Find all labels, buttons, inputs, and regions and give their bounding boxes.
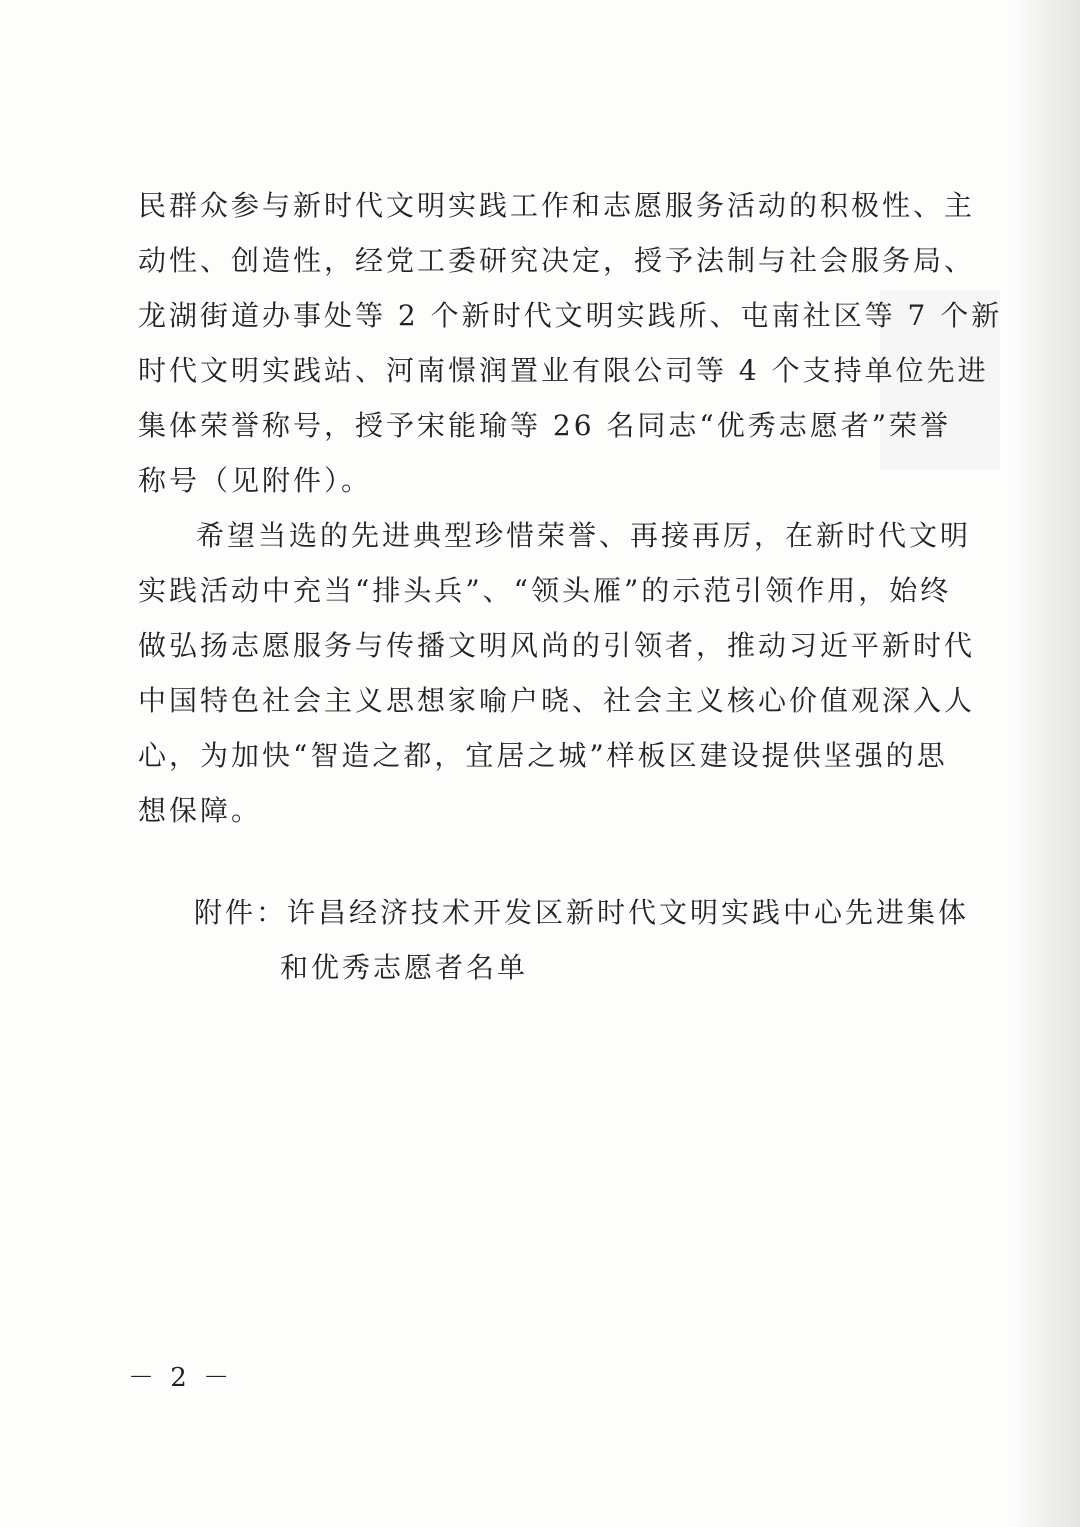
paragraph-line: 集体荣誉称号，授予宋能瑜等 26 名同志“优秀志愿者”荣誉: [138, 409, 952, 442]
page-number: － 2 －: [128, 1363, 234, 1393]
paragraph-line: 中国特色社会主义思想家喻户晓、社会主义核心价值观深入人: [138, 684, 976, 717]
paragraph-line: 心，为加快“智造之都，宜居之城”样板区建设提供坚强的思: [138, 739, 948, 772]
paragraph-line: 想保障。: [138, 794, 263, 827]
paragraph-2: [138, 508, 976, 838]
paragraph-line: 时代文明实践站、河南憬润置业有限公司等 4 个支持单位先进: [138, 354, 989, 387]
attachment-line-1: 附件：许昌经济技术开发区新时代文明实践中心先进集体: [194, 896, 970, 929]
attachment-line-2: 和优秀志愿者名单: [280, 951, 529, 984]
paragraph-line: 希望当选的先进典型珍惜荣誉、再接再厉，在新时代文明: [196, 519, 972, 552]
paragraph-line: 做弘扬志愿服务与传播文明风尚的引领者，推动习近平新时代: [138, 629, 976, 662]
paragraph-line: 称号（见附件）。: [138, 464, 373, 497]
attachment-note: [194, 885, 970, 995]
document-body: [138, 178, 1003, 838]
paragraph-line: 动性、创造性，经党工委研究决定，授予法制与社会服务局、: [138, 244, 976, 277]
paragraph-line: 民群众参与新时代文明实践工作和志愿服务活动的积极性、主: [138, 189, 976, 222]
paragraph-line: 实践活动中充当“排头兵”、“领头雁”的示范引领作用，始终: [138, 574, 952, 607]
scan-edge-shadow: [1010, 0, 1080, 1527]
paragraph-1: [138, 178, 1003, 508]
paragraph-line: 龙湖街道办事处等 2 个新时代文明实践所、屯南社区等 7 个新: [138, 299, 1003, 332]
